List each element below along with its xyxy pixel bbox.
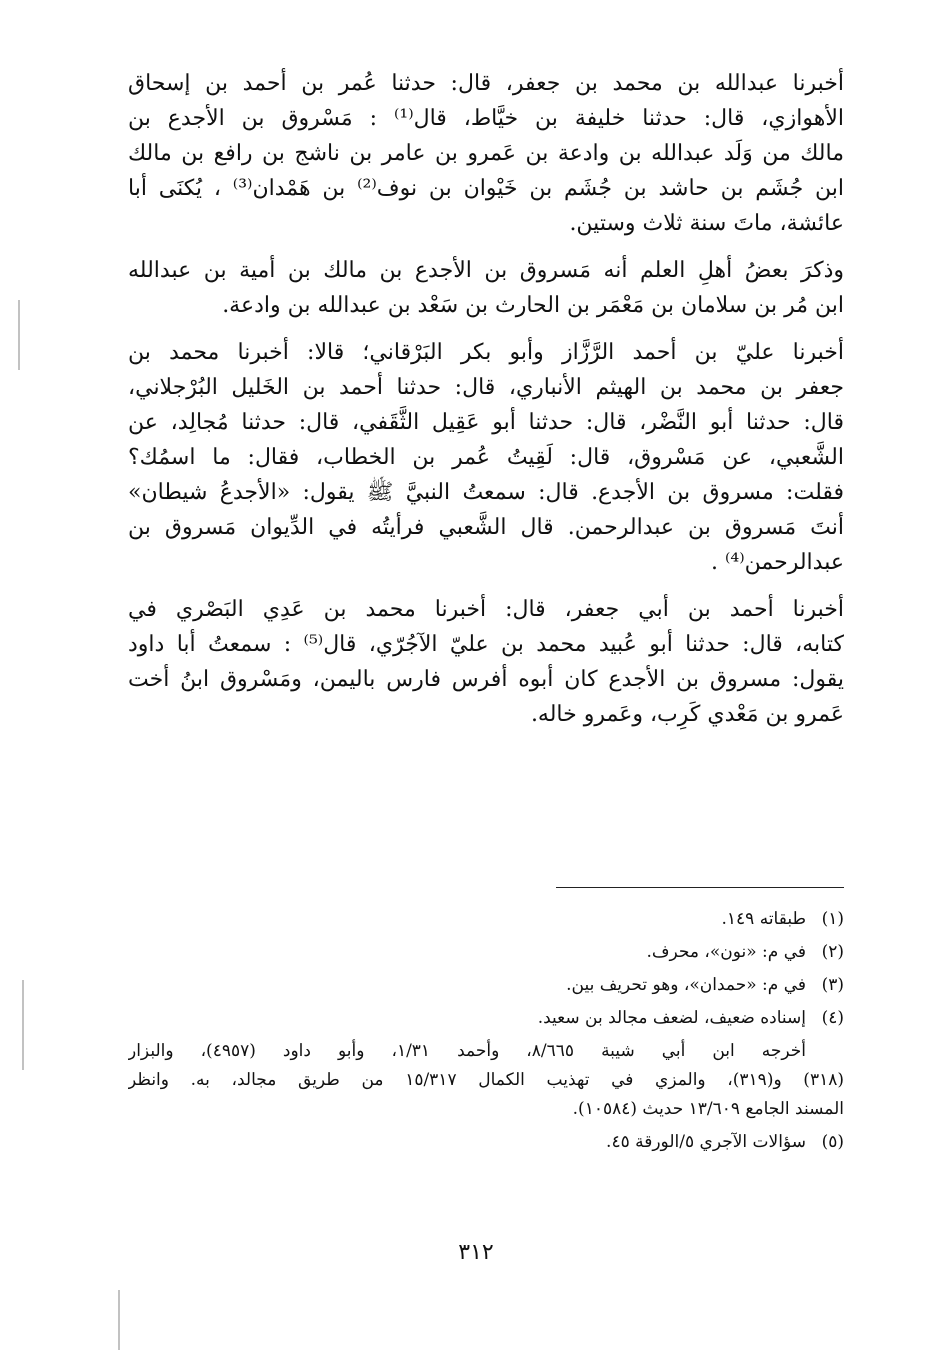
footnote-4-continuation [128, 1037, 844, 1124]
footnote-text: إسناده ضعيف، لضعف مجالد بن سعيد. [537, 1008, 806, 1028]
text-line: أخبرنا عليّ بن أحمد الرَّزَّاز وأبو بكر البَرْقاني؛ قالا: أخبرنا محمد بن [128, 340, 844, 365]
scan-edge-mark [118, 1290, 120, 1350]
text-line: قال: حدثنا أبو النَّضْر، قال: حدثنا أبو عَقِيل الثَّقَفي، قال: حدثنا مُجالِد، عن [128, 410, 844, 435]
footnote-text: (٣١٨) و(٣١٩)، والمزي في تهذيب الكمال ١٥/٣١٧ من طريق مجالد، به. وانظر [128, 1070, 844, 1090]
footnote-4 [128, 1004, 844, 1033]
paragraph-3 [128, 335, 844, 580]
text-line: الشَّعبي، عن مَسْروق، قال: لَقِيتُ عُمر بن الخطاب، فقال: ما اسمُك؟ [128, 445, 844, 470]
footnote-text: أخرجه ابن أبي شيبة ٨/٦٦٥، وأحمد ١/٣١، وأبو داود (٤٩٥٧)، والبزار [128, 1041, 806, 1061]
footnote-1 [128, 905, 844, 934]
footnote-text: المسند الجامع ١٣/٦٠٩ حديث (١٠٥٨٤). [572, 1099, 844, 1119]
main-text [128, 66, 844, 744]
text-line: كتابه، قال: حدثنا أبو عُبيد محمد بن عليّ الآجُرّي، قال⁽⁵⁾ : سمعتُ أبا داود [128, 632, 844, 657]
footnote-number: (٢) [821, 942, 844, 962]
text-line: عائشة، ماتَ سنة ثلاث وستين. [569, 211, 844, 236]
text-line: الأهوازي، قال: حدثنا خليفة بن خيَّاط، قال⁽¹⁾ : مَسْروق بن الأجدع بن [128, 106, 844, 131]
footnote-2 [128, 938, 844, 967]
text-line: أخبرنا أحمد بن أبي جعفر، قال: أخبرنا محمد بن عَدِي البَصْري في [128, 597, 844, 622]
scan-edge-mark [18, 300, 20, 370]
footnote-text: سؤالات الآجري ٥/الورقة ٤٥. [606, 1132, 806, 1152]
text-line: ابن مُر بن سلامان بن مَعْمَر بن الحارث بن سَعْد بن عبدالله بن وادعة. [222, 293, 844, 318]
text-line: يقول: مسروق بن الأجدع كان أبوه أفرس فارس باليمن، ومَسْروق ابنُ أخت [128, 667, 844, 692]
scan-edge-mark [22, 980, 24, 1070]
text-line: أنتَ مَسروق بن عبدالرحمن. قال الشَّعبي فرأيتُه في الدِّيوان مَسروق بن [128, 515, 844, 540]
footnote-separator [556, 887, 844, 888]
footnote-number: (٤) [821, 1008, 844, 1028]
footnote-3 [128, 971, 844, 1000]
text-line: عَمرو بن مَعْدي كَرِب، وعَمرو خاله. [530, 702, 844, 727]
text-line: جعفر بن محمد بن الهيثم الأنباري، قال: حدثنا أحمد بن الخَليل البُرْجلاني، [128, 375, 844, 400]
text-line: وذكرَ بعضُ أهلِ العلم أنه مَسروق بن الأجدع بن مالك بن أمية بن عبدالله [128, 258, 844, 283]
paragraph-4 [128, 592, 844, 732]
text-line: أخبرنا عبدالله بن محمد بن جعفر، قال: حدثنا عُمر بن أحمد بن إسحاق [128, 71, 844, 96]
footnote-text: في م: «حمدان»، وهو تحريف بين. [566, 975, 806, 995]
text-line: عبدالرحمن⁽⁴⁾ . [711, 550, 844, 575]
paragraph-1 [128, 66, 844, 241]
footnote-text: في م: «نون»، محرف. [646, 942, 806, 962]
paragraph-2 [128, 253, 844, 323]
footnote-number: (٥) [821, 1132, 844, 1152]
footnote-5 [128, 1128, 844, 1157]
footnote-text: طبقاته ١٤٩. [721, 909, 806, 929]
text-line: ابن جُشَم بن حاشد بن جُشَم بن خَيْوان بن نوف⁽²⁾ بن هَمْدان⁽³⁾ ، يُكنَى أبا [128, 176, 844, 201]
page-number: ٣١٢ [458, 1240, 494, 1265]
footnote-number: (١) [821, 909, 844, 929]
footnote-number: (٣) [821, 975, 844, 995]
text-line: مالك من وَلَد عبدالله بن وادعة بن عَمرو بن عامر بن ناشج بن رافع بن مالك [128, 141, 844, 166]
footnotes [128, 905, 844, 1161]
text-line: فقلت: مسروق بن الأجدع. قال: سمعتُ النبيَّ ﷺ يقول: «الأجدعُ شيطان» [128, 480, 844, 505]
